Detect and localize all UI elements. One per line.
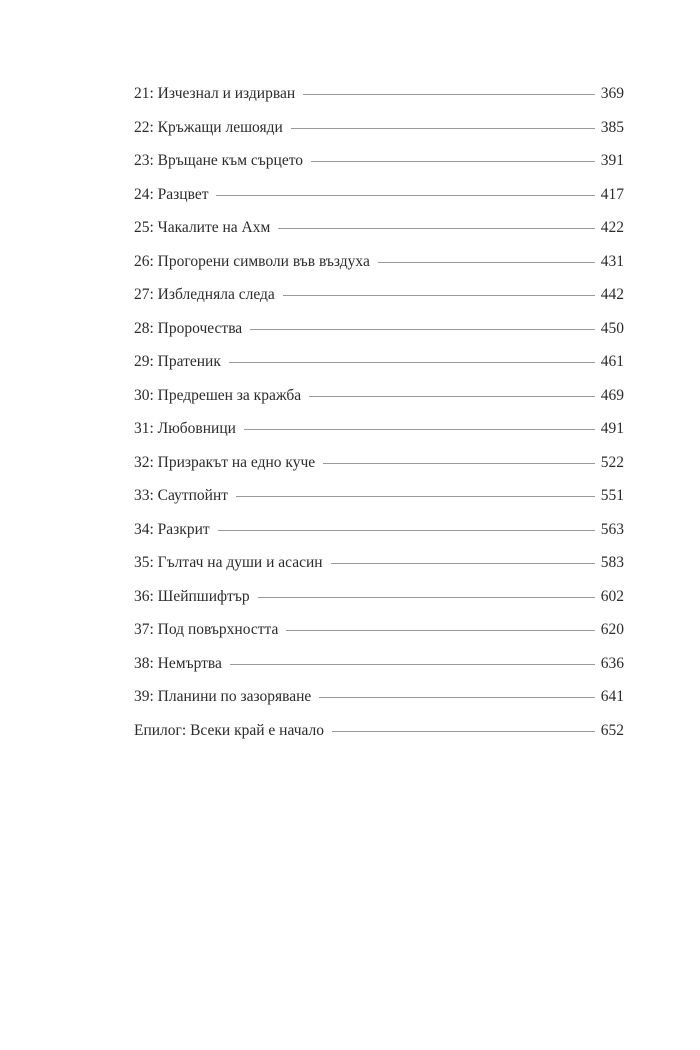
page-number: 620 bbox=[600, 621, 624, 638]
chapter-title: 32: Призракът на едно куче bbox=[134, 453, 316, 471]
toc-entry bbox=[134, 587, 624, 621]
page-number: 461 bbox=[600, 353, 624, 370]
page-number: 469 bbox=[600, 386, 624, 404]
page-number: 563 bbox=[600, 520, 624, 538]
chapter-title: 36: Шейпшифтър bbox=[134, 587, 250, 605]
dot-leader bbox=[332, 731, 595, 732]
page-number: 551 bbox=[600, 487, 624, 504]
dot-leader bbox=[236, 496, 595, 497]
toc-entry bbox=[134, 319, 624, 353]
chapter-title: 26: Прогорени символи във въздуха bbox=[134, 252, 370, 270]
dot-leader bbox=[229, 362, 595, 363]
dot-leader bbox=[283, 295, 595, 296]
chapter-title: 28: Пророчества bbox=[134, 319, 243, 337]
toc-entry bbox=[134, 386, 624, 420]
chapter-title: 33: Саутпойнт bbox=[134, 487, 229, 504]
chapter-title: 27: Избледняла следа bbox=[134, 286, 275, 303]
chapter-title: 30: Предрешен за кражба bbox=[134, 386, 302, 404]
chapter-title: 34: Разкрит bbox=[134, 520, 210, 538]
page-number: 442 bbox=[600, 286, 624, 303]
page-number: 431 bbox=[600, 252, 624, 270]
toc-entry bbox=[134, 520, 624, 554]
page-number: 417 bbox=[600, 185, 624, 203]
toc-entry bbox=[134, 252, 624, 286]
dot-leader bbox=[311, 161, 595, 162]
toc-entry-epilogue bbox=[134, 721, 624, 755]
page-number: 583 bbox=[600, 554, 624, 571]
toc-entry bbox=[134, 419, 624, 453]
toc-entry bbox=[134, 285, 624, 319]
toc-entry bbox=[134, 620, 624, 654]
page-number: 422 bbox=[600, 219, 624, 236]
toc-entry bbox=[134, 654, 624, 688]
chapter-title: 35: Гълтач на души и асасин bbox=[134, 554, 323, 571]
dot-leader bbox=[319, 697, 594, 698]
dot-leader bbox=[244, 429, 595, 430]
page-number: 369 bbox=[600, 85, 624, 102]
dot-leader bbox=[378, 262, 595, 263]
chapter-title: 37: Под повърхността bbox=[134, 621, 279, 638]
chapter-title: 31: Любовници bbox=[134, 420, 236, 437]
dot-leader bbox=[286, 630, 594, 631]
toc-entry bbox=[134, 118, 624, 152]
chapter-title: 22: Кръжащи лешояди bbox=[134, 118, 283, 136]
table-of-contents bbox=[134, 84, 624, 754]
dot-leader bbox=[303, 94, 595, 95]
dot-leader bbox=[323, 463, 595, 464]
dot-leader bbox=[218, 530, 595, 531]
chapter-title: Епилог: Всеки край е начало bbox=[134, 721, 325, 739]
page-number: 636 bbox=[600, 654, 624, 672]
dot-leader bbox=[258, 597, 595, 598]
toc-entry bbox=[134, 453, 624, 487]
page-number: 602 bbox=[600, 587, 624, 605]
chapter-title: 23: Връщане към сърцето bbox=[134, 152, 304, 169]
dot-leader bbox=[291, 128, 595, 129]
chapter-title: 25: Чакалите на Ахм bbox=[134, 219, 271, 236]
toc-entry bbox=[134, 486, 624, 520]
dot-leader bbox=[309, 396, 595, 397]
dot-leader bbox=[230, 664, 595, 665]
dot-leader bbox=[216, 195, 594, 196]
toc-entry bbox=[134, 553, 624, 587]
page-number: 391 bbox=[600, 152, 624, 169]
toc-entry bbox=[134, 151, 624, 185]
page-number: 652 bbox=[600, 721, 624, 739]
toc-entry bbox=[134, 218, 624, 252]
page-number: 450 bbox=[600, 319, 624, 337]
chapter-title: 38: Немъртва bbox=[134, 654, 222, 672]
page-number: 491 bbox=[600, 420, 624, 437]
chapter-title: 24: Разцвет bbox=[134, 185, 209, 203]
chapter-title: 29: Пратеник bbox=[134, 353, 221, 370]
dot-leader bbox=[278, 228, 594, 229]
dot-leader bbox=[331, 563, 595, 564]
page-number: 385 bbox=[600, 118, 624, 136]
toc-entry bbox=[134, 84, 624, 118]
page-number: 641 bbox=[600, 688, 624, 705]
toc-entry bbox=[134, 687, 624, 721]
toc-entry bbox=[134, 352, 624, 386]
dot-leader bbox=[250, 329, 595, 330]
toc-entry bbox=[134, 185, 624, 219]
page-number: 522 bbox=[600, 453, 624, 471]
chapter-title: 21: Изчезнал и издирван bbox=[134, 85, 296, 102]
chapter-title: 39: Планини по зазоряване bbox=[134, 688, 312, 705]
